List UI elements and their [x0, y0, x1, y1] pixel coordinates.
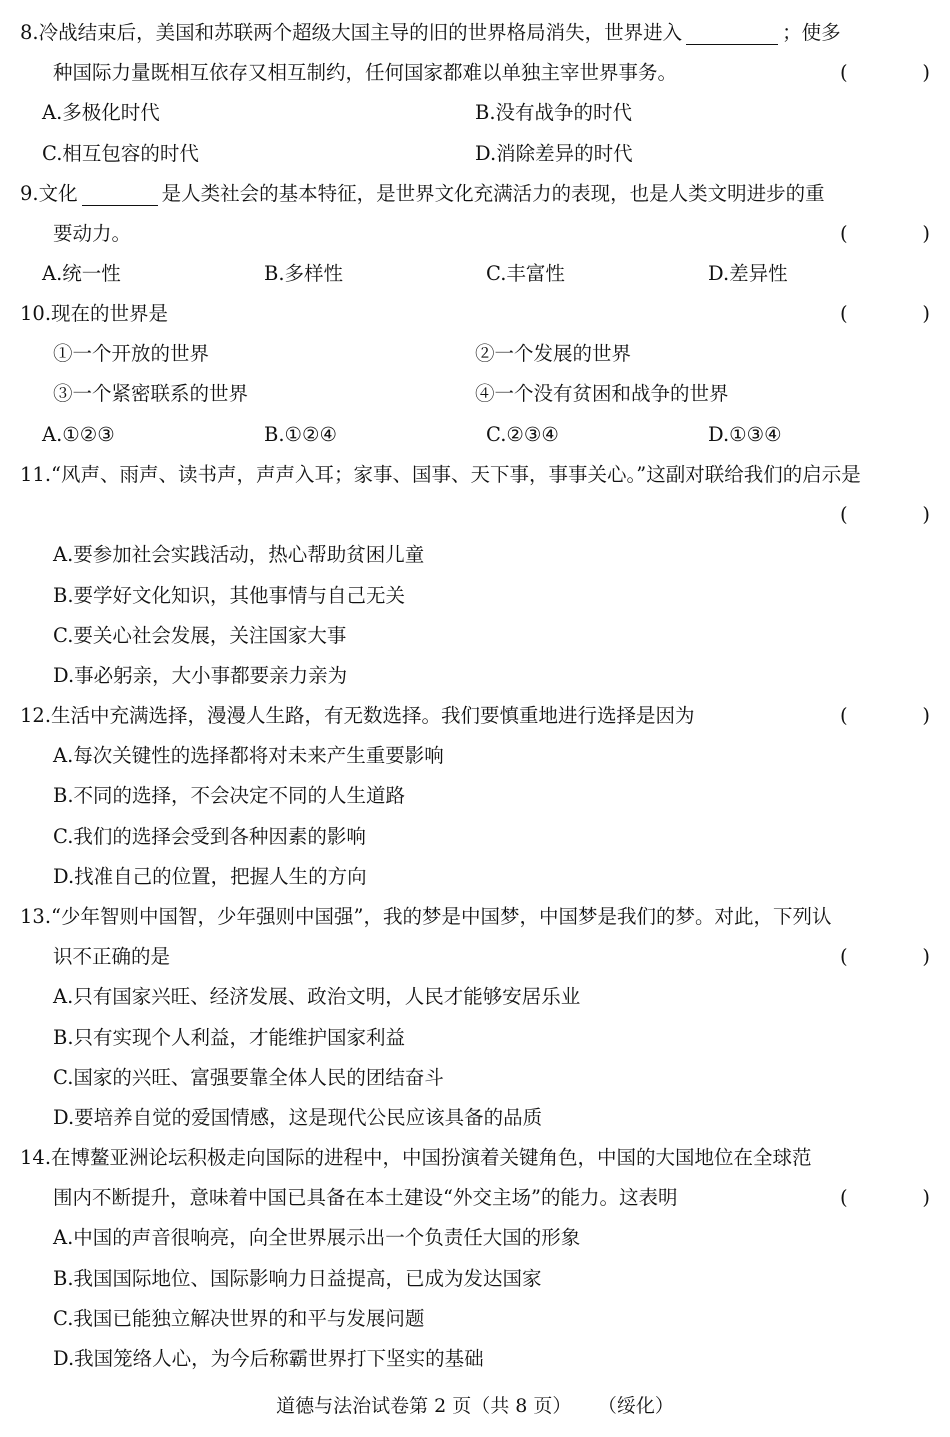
- question-10-statements-row-2: [20, 374, 930, 414]
- option-c: C.我国已能独立解决世界的和平与发展问题: [53, 1306, 425, 1330]
- question-8-line-1: [20, 13, 930, 53]
- question-8-stem-part2: ；使多: [782, 21, 841, 44]
- paren-close: ): [922, 704, 930, 727]
- paren-open: (: [840, 945, 848, 969]
- option-c: C.要关心社会发展，关注国家大事: [53, 623, 347, 647]
- question-9: [20, 174, 930, 295]
- answer-parentheses: [840, 937, 930, 977]
- footer-region: （绥化）: [607, 1395, 674, 1417]
- question-11-line-2: [20, 495, 930, 535]
- option-c: C.国家的兴旺、富强要靠全体人民的团结奋斗: [53, 1065, 444, 1089]
- answer-parentheses: [840, 53, 930, 93]
- answer-blank: [686, 18, 778, 45]
- question-14-line-2: [20, 1178, 930, 1218]
- question-11: [20, 455, 930, 696]
- question-8-stem-cont: 种国际力量既相互依存又相互制约，任何国家都难以单独主宰世界事务。: [53, 61, 678, 85]
- question-10-statements-row-1: [20, 334, 930, 374]
- paren-close: ): [922, 302, 930, 325]
- statement-4: ④一个没有贫困和战争的世界: [475, 382, 729, 406]
- option-b: B.没有战争的时代: [475, 101, 633, 125]
- option-a: A.多极化时代: [42, 101, 160, 125]
- question-8-options-row-2: [20, 134, 930, 174]
- question-14-stem-cont: 围内不断提升，意味着中国已具备在本土建设“外交主场”的能力。这表明: [53, 1186, 678, 1210]
- option-a: A.中国的声音很响亮，向全世界展示出一个负责任大国的形象: [53, 1226, 581, 1250]
- question-14-stem: 14.在博鳌亚洲论坛积极走向国际的进程中，中国扮演着关键角色，中国的大国地位在全球范: [20, 1146, 812, 1169]
- question-13-line-1: [20, 897, 930, 937]
- statement-3: ③一个紧密联系的世界: [53, 382, 249, 406]
- paren-open: (: [840, 1186, 848, 1210]
- question-10-stem: 10.现在的世界是: [20, 302, 169, 325]
- option-a: A.每次关键性的选择都将对未来产生重要影响: [53, 744, 444, 768]
- paren-close: ): [922, 945, 930, 969]
- question-11-line-1: [20, 455, 930, 495]
- option-d: D.要培养自觉的爱国情感，这是现代公民应该具备的品质: [53, 1105, 543, 1129]
- answer-parentheses: [840, 696, 930, 736]
- option-d: D.事必躬亲，大小事都要亲力亲为: [53, 663, 348, 687]
- option-c: C.相互包容的时代: [42, 141, 199, 165]
- option-a: A.①②③: [42, 422, 115, 446]
- option-c: C.丰富性: [486, 262, 565, 286]
- paren-open: (: [840, 704, 848, 727]
- option-c: C.②③④: [486, 422, 559, 446]
- option-a: A.只有国家兴旺、经济发展、政治文明，人民才能够安居乐业: [53, 985, 581, 1009]
- answer-parentheses: [840, 294, 930, 334]
- question-12-stem: 12.生活中充满选择，漫漫人生路，有无数选择。我们要慎重地进行选择是因为: [20, 704, 695, 727]
- option-a: A.统一性: [42, 262, 121, 286]
- paren-close: ): [922, 222, 930, 246]
- option-d: D.找准自己的位置，把握人生的方向: [53, 864, 367, 888]
- option-d: D.差异性: [708, 262, 788, 286]
- question-8: [20, 13, 930, 174]
- option-d: D.①③④: [708, 422, 782, 446]
- paren-close: ): [922, 61, 930, 85]
- answer-parentheses: [840, 1178, 930, 1218]
- question-13: [20, 897, 930, 1138]
- option-b: B.我国国际地位、国际影响力日益提高，已成为发达国家: [53, 1266, 542, 1290]
- paren-open: (: [840, 302, 848, 325]
- option-a: A.要参加社会实践活动，热心帮助贫困儿童: [53, 543, 425, 567]
- question-12-line-1: [20, 696, 930, 736]
- question-9-options: [20, 254, 930, 294]
- question-13-stem: 13.“少年智则中国智，少年强则中国强”，我的梦是中国梦，中国梦是我们的梦。对此，下列认: [20, 905, 832, 928]
- option-b: B.只有实现个人利益，才能维护国家利益: [53, 1025, 406, 1049]
- question-13-stem-cont: 识不正确的是: [53, 945, 171, 969]
- footer-page-info: 道德与法治试卷第 2 页（共 8 页）: [276, 1395, 572, 1417]
- option-b: B.不同的选择，不会决定不同的人生道路: [53, 784, 406, 808]
- question-8-line-2: [20, 53, 930, 93]
- paren-open: (: [840, 61, 848, 85]
- question-9-stem-cont: 要动力。: [53, 222, 132, 246]
- paren-open: (: [840, 222, 848, 246]
- question-14: [20, 1138, 930, 1379]
- option-b: B.①②④: [264, 422, 337, 446]
- question-14-line-1: [20, 1138, 930, 1178]
- option-d: D.我国笼络人心，为今后称霸世界打下坚实的基础: [53, 1346, 484, 1370]
- question-11-stem: 11.“风声、雨声、读书声，声声入耳；家事、国事、天下事，事事关心。”这副对联给我们的启示是: [20, 463, 861, 486]
- question-9-line-1: [20, 174, 930, 214]
- question-10-line-1: [20, 294, 930, 334]
- answer-parentheses: [840, 214, 930, 254]
- paren-open: (: [840, 503, 848, 527]
- question-12: [20, 696, 930, 897]
- option-c: C.我们的选择会受到各种因素的影响: [53, 824, 366, 848]
- question-10: [20, 294, 930, 455]
- question-13-line-2: [20, 937, 930, 977]
- statement-2: ②一个发展的世界: [475, 342, 632, 366]
- option-b: B.要学好文化知识，其他事情与自己无关: [53, 583, 406, 607]
- paren-close: ): [922, 503, 930, 527]
- question-10-options: [20, 415, 930, 455]
- question-9-stem-part2: 是人类社会的基本特征，是世界文化充满活力的表现，也是人类文明进步的重: [161, 182, 825, 205]
- question-9-stem-part1: 9.文化: [20, 182, 78, 205]
- answer-parentheses: [840, 495, 930, 535]
- question-8-stem-part1: 8.冷战结束后，美国和苏联两个超级大国主导的旧的世界格局消失，世界进入: [20, 21, 683, 44]
- question-9-line-2: [20, 214, 930, 254]
- option-b: B.多样性: [264, 262, 344, 286]
- question-8-options-row-1: [20, 93, 930, 133]
- option-d: D.消除差异的时代: [475, 141, 633, 165]
- paren-close: ): [922, 1186, 930, 1210]
- page-footer: [0, 1386, 950, 1426]
- statement-1: ①一个开放的世界: [53, 342, 210, 366]
- answer-blank: [82, 179, 158, 206]
